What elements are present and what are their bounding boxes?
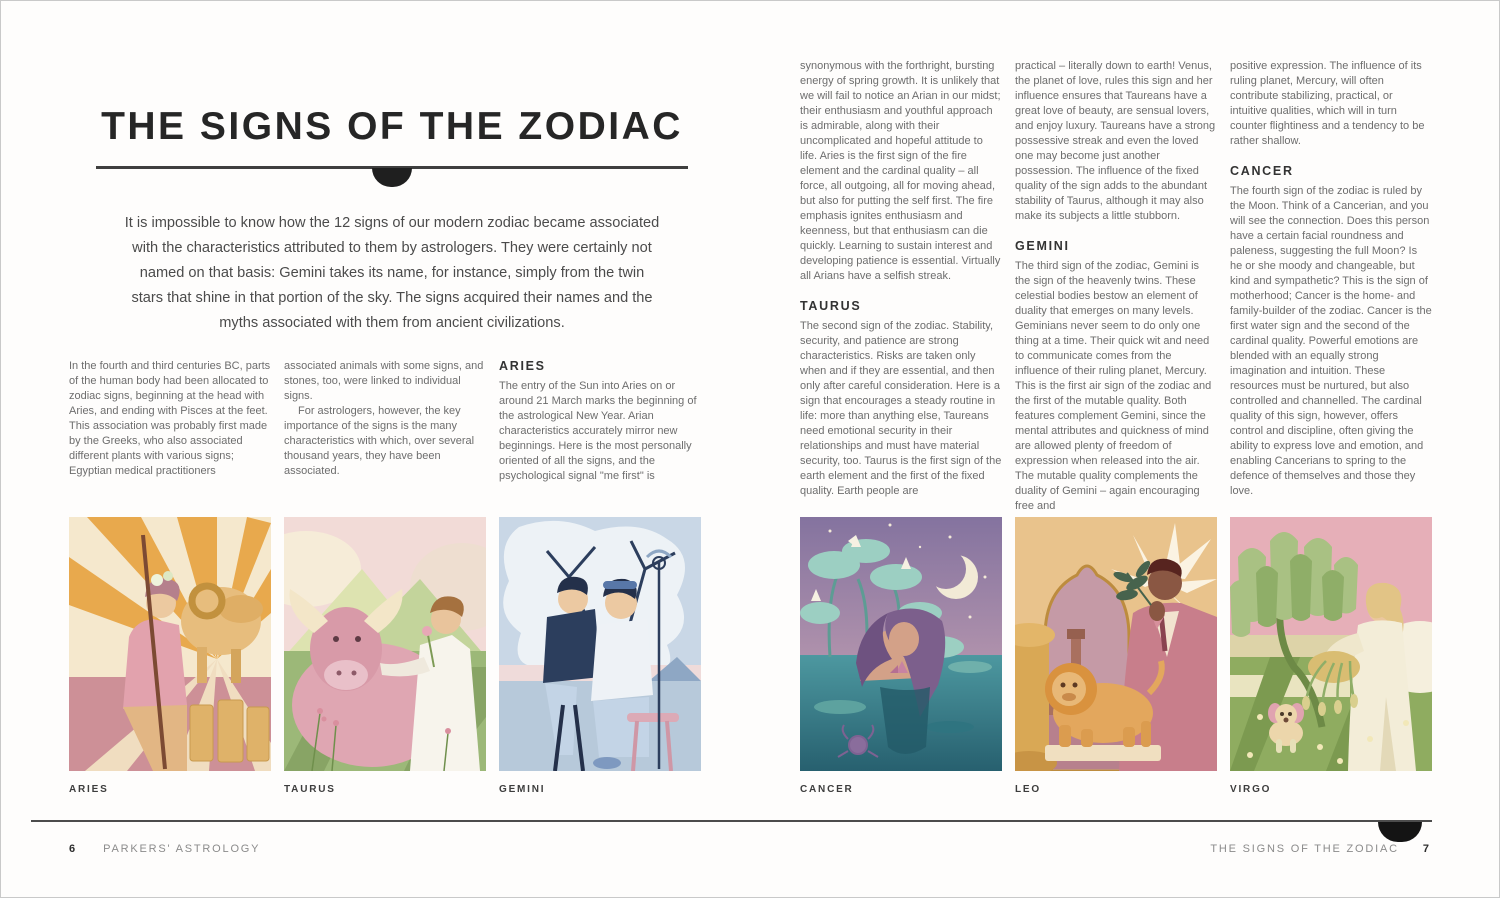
gemini-heading: GEMINI (1015, 239, 1070, 253)
aries-column (499, 359, 701, 484)
cancer-illustration (800, 517, 1002, 771)
leo-plate (1015, 517, 1217, 795)
footer-rule (31, 820, 1432, 822)
page-title: THE SIGNS OF THE ZODIAC (101, 105, 683, 148)
right-page-number: 7 (1422, 843, 1429, 855)
gemini-paragraph: The third sign of the zodiac, Gemini is the sign of the heavenly twins. These celestial bodies bestow an element of duality that emerges on many levels. Geminians never seem to do only one thing at a time. Their quick wit and need to communicate comes from the influence of their ruling planet, Mercury. This is the first air sign of the zodiac and the first of the mutable quality. Both features complement Gemini, since the mental attributes and quickness of mind are allowed plenty of freedom of expression when released into the air. The mutable quality complements the duality of Gemini – again encouraging free and (1015, 260, 1212, 512)
cancer-paragraph: The fourth sign of the zodiac is ruled by the Moon. Think of a Cancerian, and you will see the connection. Does this person have a certain facial roundness and paleness, suggesting the full Moon? Is he or she moody and changeable, but kind and sympathetic? This is the sign of motherhood; Cancer is the home- and family-builder of the zodiac. Cancer is the first water sign and the second of the cardinal quality. Powerful emotions are blended with an equally strong imagination and intuition. These resources must be nurtured, but also controlled and channelled. The cardinal quality of this sign, however, offers control and discipline, often giving the ability to express love and emotion, and enabling Cancerians to spring to the defence of themselves and those they love. (1230, 185, 1432, 497)
right-page-plates (800, 517, 1432, 795)
taurus-gemini-column (1015, 59, 1217, 514)
left-page-columns (69, 359, 703, 484)
history-paragraph-3: For astrologers, however, the key importance of the signs is the many characteristics with which, over several thousand years, they have been associated. (284, 405, 475, 477)
taurus-plate (284, 517, 486, 795)
aries-illustration (69, 517, 271, 771)
left-page-footer (69, 843, 260, 855)
taurus-paragraph: The second sign of the zodiac. Stability, security, and patience are strong characteristics. Risks are taken only when and if they are essential, and then only after careful consideration. Here is a sign that encourages a steady routine in life: more than anything else, Taureans need emotional security in their relationships and must have material security, too. Taurus is the first sign of the earth element and the first of the fixed quality. Earth people are (800, 320, 1002, 497)
aries-continued-paragraph: synonymous with the forthright, bursting energy of spring growth. It is unlikely that we will fail to notice an Arian in our midst; their enthusiasm and youthful approach is admirable, along with their uncomplicated and hopeful attitude to life. Aries is the first sign of the fire element and the cardinal quality – all force, all outgoing, all for moving ahead, but also for putting the self first. The fire emphasis ignites enthusiasm and keenness, but that enthusiasm can die quickly. Learning to sustain interest and developing patience is essential. Virtually all Arians have a selfish streak. (800, 60, 1001, 282)
taurus-continued-paragraph: practical – literally down to earth! Venus, the planet of love, rules this sign and her influence ensures that Taureans have a great love of beauty, are sensual lovers, and enjoy luxury. Taureans have a strong possessive streak and even the loved one may become just another possession. The influence of the fixed quality of the sign adds to the abundant stability of Taurus, although it may also make its subjects a little stubborn. (1015, 60, 1216, 222)
aries-paragraph: The entry of the Sun into Aries on or around 21 March marks the beginning of the astrological New Year. Arian characteristics accurately mirror new beginnings. Here is the most personally oriented of all the signs, and the psychological signal "me first" is (499, 380, 697, 482)
right-page-footer (1210, 843, 1429, 855)
gemini-plate (499, 517, 701, 795)
history-paragraph-2: associated animals with some signs, and stones, too, were linked to individual signs. (284, 360, 484, 402)
history-column-2 (284, 359, 486, 484)
footer-half-circle-ornament (1378, 822, 1422, 842)
aries-caption: ARIES (69, 784, 109, 795)
gemini-cancer-column (1230, 59, 1432, 514)
gemini-continued-paragraph: positive expression. The influence of its ruling planet, Mercury, will often contribute stabilizing, practical, or intuitive qualities, which will in turn counter flightiness and a tendency to be rather shallow. (1230, 60, 1425, 147)
taurus-caption: TAURUS (284, 784, 336, 795)
intro-paragraph: It is impossible to know how the 12 signs of our modern zodiac became associated with the characteristics attributed to them by astrologers. They were certainly not named on that basis: Gemini takes its name, for instance, simply from the twin stars that shine in that portion of the sky. The signs acquired their names and the myths associated with them from ancient civilizations. (124, 215, 660, 331)
aries-heading: ARIES (499, 359, 546, 373)
virgo-caption: VIRGO (1230, 784, 1272, 795)
taurus-illustration (284, 517, 486, 771)
cancer-plate (800, 517, 1002, 795)
cancer-caption: CANCER (800, 784, 854, 795)
aries-plate (69, 517, 271, 795)
cancer-heading: CANCER (1230, 164, 1294, 178)
right-footer-label: THE SIGNS OF THE ZODIAC (1210, 843, 1399, 855)
left-footer-label: PARKERS' ASTROLOGY (103, 843, 261, 855)
taurus-heading: TAURUS (800, 299, 862, 313)
chapter-header (96, 105, 688, 336)
gemini-caption: GEMINI (499, 784, 546, 795)
virgo-illustration (1230, 517, 1432, 771)
half-circle-ornament (372, 168, 412, 187)
gemini-illustration (499, 517, 701, 771)
history-column-1 (69, 359, 271, 484)
virgo-plate (1230, 517, 1432, 795)
aries-taurus-column (800, 59, 1002, 514)
right-page-columns (800, 59, 1434, 514)
leo-illustration (1015, 517, 1217, 771)
leo-caption: LEO (1015, 784, 1041, 795)
left-page-plates (69, 517, 701, 795)
left-page-number: 6 (69, 843, 76, 855)
history-paragraph-1: In the fourth and third centuries BC, parts of the human body had been allocated to zodiac signs, beginning at the head with Aries, and ending with Pisces at the feet. This association was probably first made by the Greeks, who also associated different plants with various signs; Egyptian medical practitioners (69, 360, 271, 477)
